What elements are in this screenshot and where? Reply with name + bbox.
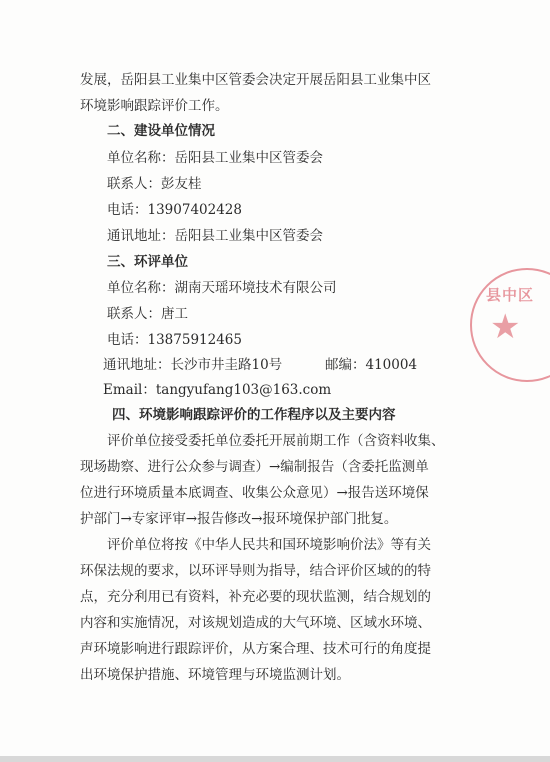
- paragraph-line: 现场勘察、进行公众参与调查）→编制报告（含委托监测单: [80, 459, 429, 475]
- eia-unit-contact: 联系人：唐工: [107, 306, 188, 322]
- eia-unit-name: 单位名称：湖南天瑶环境技术有限公司: [107, 280, 337, 296]
- paragraph-line: 点，充分利用已有资料，补充必要的现状监测，结合规划的: [80, 589, 431, 605]
- eia-unit-phone: 电话：13875912465: [107, 332, 242, 348]
- paragraph-line: 护部门→专家评审→报告修改→报环境保护部门批复。: [80, 511, 398, 527]
- paragraph-line: 发展，岳阳县工业集中区管委会决定开展岳阳县工业集中区: [80, 72, 431, 88]
- section-heading-eia-unit: 三、环评单位: [107, 254, 188, 270]
- seal-star-icon: ★: [490, 307, 521, 347]
- paragraph-line: 环境影响跟踪评价工作。: [80, 98, 229, 114]
- eia-unit-address: 通讯地址：长沙市井圭路10号: [103, 357, 283, 373]
- seal-text: 县中区: [486, 286, 535, 304]
- page-bottom-edge: [0, 756, 550, 762]
- construction-unit-contact: 联系人：彭友桂: [107, 176, 202, 192]
- eia-unit-email: Email：tangyufang103@163.com: [103, 382, 332, 398]
- official-seal: [470, 268, 550, 382]
- eia-unit-zipcode: 邮编：410004: [325, 357, 418, 373]
- construction-unit-name: 单位名称：岳阳县工业集中区管委会: [107, 150, 323, 166]
- paragraph-line: 位进行环境质量本底调查、收集公众意见）→报告送环境保: [80, 485, 429, 501]
- construction-unit-phone: 电话：13907402428: [107, 202, 242, 218]
- paragraph-line: 评价单位将按《中华人民共和国环境影响价法》等有关: [107, 537, 431, 553]
- section-heading-work-procedure: 四、环境影响跟踪评价的工作程序以及主要内容: [112, 407, 396, 423]
- paragraph-line: 出环境保护措施、环境管理与环境监测计划。: [80, 667, 350, 683]
- paragraph-line: 内容和实施情况，对该规划造成的大气环境、区域水环境、: [80, 615, 431, 631]
- section-heading-construction-unit: 二、建设单位情况: [107, 123, 215, 139]
- construction-unit-address: 通讯地址：岳阳县工业集中区管委会: [107, 228, 323, 244]
- paragraph-line: 声环境影响进行跟踪评价，从方案合理、技术可行的角度提: [80, 641, 431, 657]
- paragraph-line: 评价单位接受委托单位委托开展前期工作（含资料收集、: [107, 433, 445, 449]
- paragraph-line: 环保法规的要求，以环评导则为指导，结合评价区域的的特: [80, 563, 431, 579]
